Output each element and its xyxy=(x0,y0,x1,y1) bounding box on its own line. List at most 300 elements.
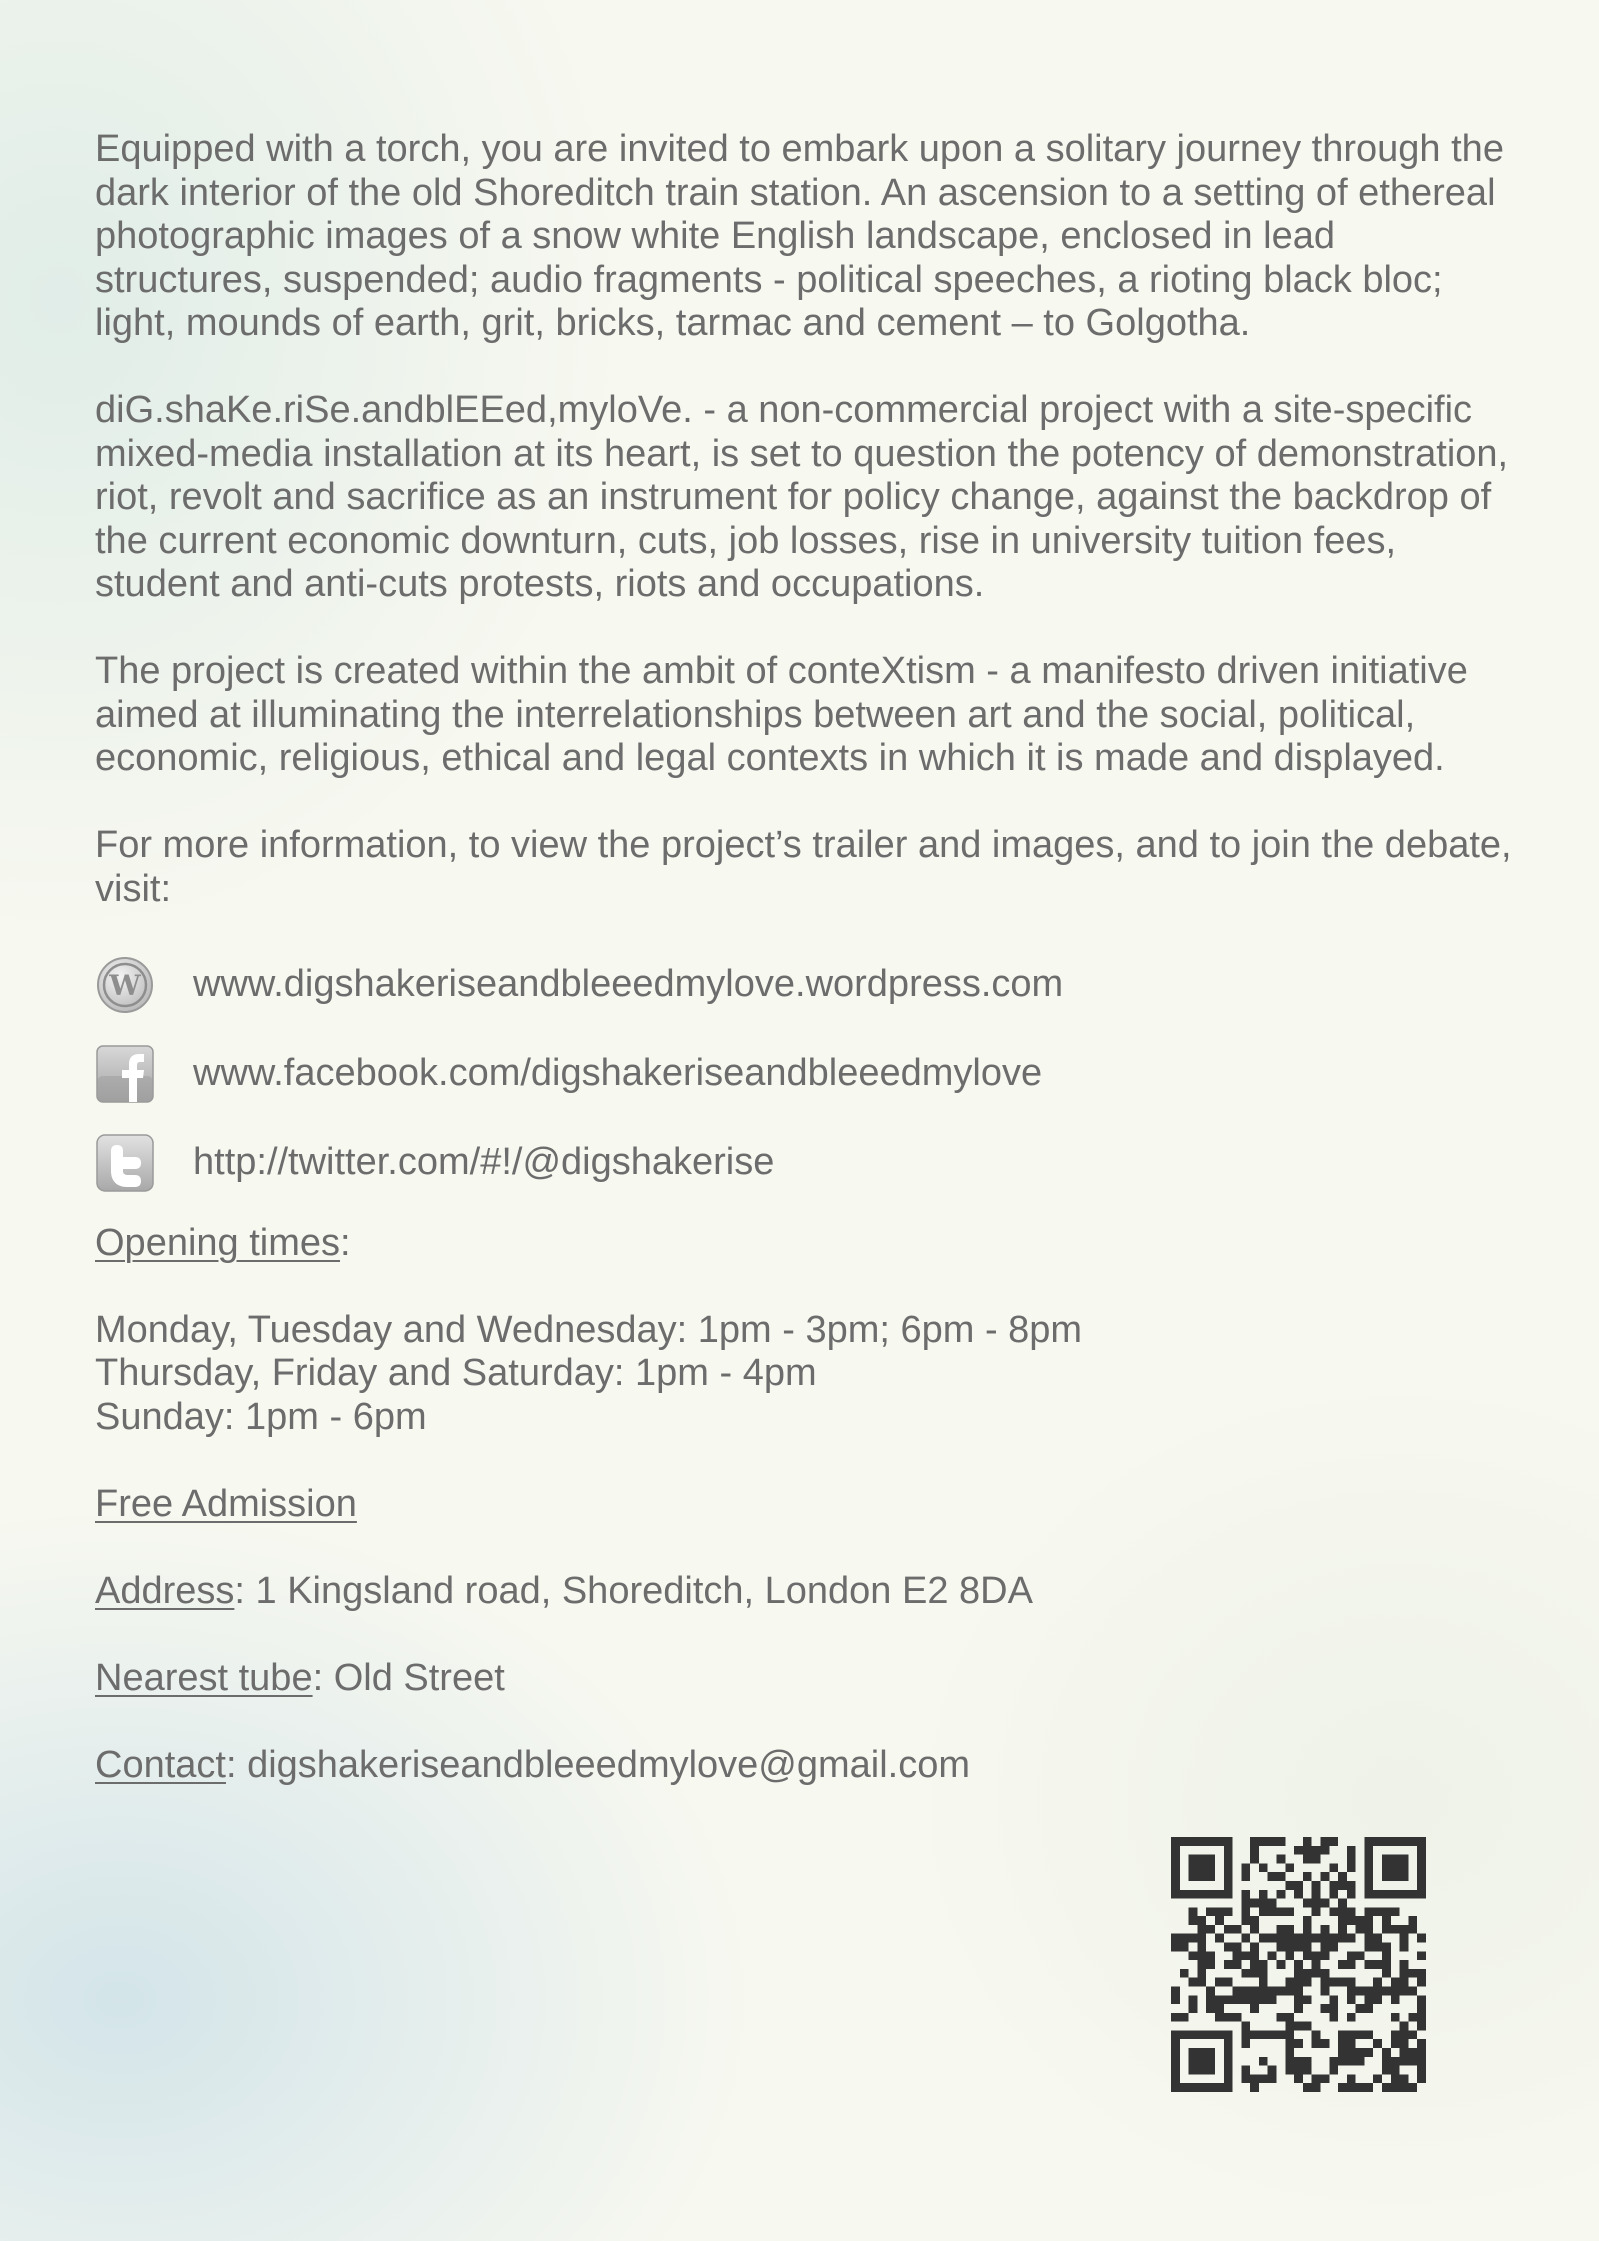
qr-module xyxy=(1215,2030,1224,2039)
qr-module xyxy=(1391,2039,1400,2048)
qr-module xyxy=(1171,1863,1180,1872)
qr-module xyxy=(1171,2074,1180,2083)
qr-module xyxy=(1189,1978,1198,1987)
qr-module xyxy=(1215,1890,1224,1899)
qr-module xyxy=(1294,2039,1303,2048)
qr-module xyxy=(1285,1934,1294,1943)
qr-module xyxy=(1250,1899,1259,1908)
qr-module xyxy=(1347,2030,1356,2039)
qr-module xyxy=(1259,2030,1268,2039)
qr-module xyxy=(1329,1863,1338,1872)
qr-module xyxy=(1391,1855,1400,1864)
qr-module xyxy=(1312,1881,1321,1890)
qr-module xyxy=(1294,2004,1303,2013)
qr-module xyxy=(1259,1907,1268,1916)
qr-module xyxy=(1417,1890,1426,1899)
wordpress-link-row[interactable] xyxy=(95,955,1515,1015)
qr-module xyxy=(1233,1995,1242,2004)
tube-label: Nearest tube xyxy=(95,1656,313,1699)
qr-module xyxy=(1197,2066,1206,2075)
qr-module xyxy=(1417,2022,1426,2031)
qr-module xyxy=(1417,2057,1426,2066)
qr-module xyxy=(1206,1951,1215,1960)
qr-module xyxy=(1206,2004,1215,2013)
qr-module xyxy=(1197,1863,1206,1872)
qr-module xyxy=(1197,1916,1206,1925)
qr-module xyxy=(1303,1951,1312,1960)
qr-module xyxy=(1320,2039,1329,2048)
qr-module xyxy=(1250,1925,1259,1934)
qr-module xyxy=(1356,1916,1365,1925)
qr-module xyxy=(1197,2083,1206,2092)
qr-module xyxy=(1215,1978,1224,1987)
qr-module xyxy=(1382,2066,1391,2075)
qr-module xyxy=(1197,2048,1206,2057)
qr-module xyxy=(1268,1837,1277,1846)
qr-module xyxy=(1250,1986,1259,1995)
qr-module xyxy=(1197,1951,1206,1960)
qr-module xyxy=(1347,2057,1356,2066)
qr-module xyxy=(1180,1837,1189,1846)
qr-module xyxy=(1294,2022,1303,2031)
qr-module xyxy=(1329,2057,1338,2066)
opening-times-heading xyxy=(95,1222,1515,1266)
qr-module xyxy=(1197,1960,1206,1969)
qr-module xyxy=(1294,1995,1303,2004)
qr-module xyxy=(1417,2074,1426,2083)
qr-module xyxy=(1285,1951,1294,1960)
qr-module xyxy=(1347,1855,1356,1864)
qr-module xyxy=(1294,1969,1303,1978)
qr-module xyxy=(1347,1881,1356,1890)
qr-module xyxy=(1259,1890,1268,1899)
qr-module xyxy=(1277,2030,1286,2039)
qr-module xyxy=(1241,1872,1250,1881)
qr-module xyxy=(1417,2013,1426,2022)
qr-module xyxy=(1356,2030,1365,2039)
qr-module xyxy=(1312,1951,1321,1960)
qr-module xyxy=(1224,1943,1233,1952)
qr-module xyxy=(1364,1986,1373,1995)
qr-module xyxy=(1224,1925,1233,1934)
admission-label: Free Admission xyxy=(95,1482,357,1525)
qr-module xyxy=(1391,1907,1400,1916)
qr-module xyxy=(1400,1960,1409,1969)
qr-module xyxy=(1417,1855,1426,1864)
qr-module xyxy=(1400,2074,1409,2083)
qr-module xyxy=(1391,1872,1400,1881)
qr-module xyxy=(1382,1837,1391,1846)
qr-module xyxy=(1338,1978,1347,1987)
qr-module xyxy=(1303,1943,1312,1952)
qr-module xyxy=(1224,2030,1233,2039)
qr-module xyxy=(1408,1969,1417,1978)
qr-module xyxy=(1171,2039,1180,2048)
qr-module xyxy=(1224,1863,1233,1872)
qr-module xyxy=(1303,2066,1312,2075)
qr-module xyxy=(1171,1855,1180,1864)
qr-module xyxy=(1408,1890,1417,1899)
qr-code-icon[interactable] xyxy=(1171,1837,1426,2092)
qr-module xyxy=(1233,1925,1242,1934)
qr-module xyxy=(1329,1978,1338,1987)
qr-module xyxy=(1250,2074,1259,2083)
qr-module xyxy=(1347,2013,1356,2022)
qr-module xyxy=(1294,1960,1303,1969)
qr-module xyxy=(1268,2030,1277,2039)
qr-module xyxy=(1171,2048,1180,2057)
qr-module xyxy=(1233,1960,1242,1969)
contact-value[interactable]: : digshakeriseandbleeedmylove@gmail.com xyxy=(225,1743,971,1786)
qr-module xyxy=(1347,1995,1356,2004)
qr-module xyxy=(1417,1872,1426,1881)
qr-module xyxy=(1320,1846,1329,1855)
qr-module xyxy=(1180,2013,1189,2022)
qr-module xyxy=(1180,1969,1189,1978)
facebook-icon xyxy=(95,1044,155,1104)
qr-module xyxy=(1197,1855,1206,1864)
qr-module xyxy=(1400,1978,1409,1987)
qr-module xyxy=(1241,2030,1250,2039)
wordpress-link[interactable]: www.digshakeriseandbleeedmylove.wordpress.com xyxy=(193,962,1064,1005)
qr-module xyxy=(1303,1855,1312,1864)
qr-module xyxy=(1312,2039,1321,2048)
qr-module xyxy=(1294,1881,1303,1890)
qr-module xyxy=(1400,1986,1409,1995)
qr-module xyxy=(1250,1951,1259,1960)
qr-module xyxy=(1320,1978,1329,1987)
qr-module xyxy=(1277,1890,1286,1899)
opening-line-sun: Sunday: 1pm - 6pm xyxy=(95,1395,427,1438)
qr-module xyxy=(1303,1925,1312,1934)
qr-module xyxy=(1347,1907,1356,1916)
qr-module xyxy=(1206,2083,1215,2092)
qr-module xyxy=(1189,2066,1198,2075)
qr-module xyxy=(1241,1995,1250,2004)
qr-module xyxy=(1391,1890,1400,1899)
qr-module xyxy=(1329,1934,1338,1943)
qr-module xyxy=(1400,1863,1409,1872)
qr-module xyxy=(1338,1907,1347,1916)
qr-module xyxy=(1171,2057,1180,2066)
qr-module xyxy=(1285,1978,1294,1987)
qr-module xyxy=(1400,1943,1409,1952)
qr-module xyxy=(1224,2066,1233,2075)
tube-value: : Old Street xyxy=(312,1656,505,1699)
qr-module xyxy=(1391,2013,1400,2022)
qr-module xyxy=(1400,1872,1409,1881)
qr-module xyxy=(1197,1934,1206,1943)
qr-module xyxy=(1347,1986,1356,1995)
qr-module xyxy=(1294,2074,1303,2083)
qr-module xyxy=(1400,2048,1409,2057)
qr-module xyxy=(1347,1916,1356,1925)
qr-module xyxy=(1285,1925,1294,1934)
qr-module xyxy=(1285,2022,1294,2031)
qr-module xyxy=(1347,2048,1356,2057)
qr-module xyxy=(1312,1969,1321,1978)
qr-module xyxy=(1391,1978,1400,1987)
qr-module xyxy=(1250,1855,1259,1864)
qr-module xyxy=(1329,1943,1338,1952)
qr-module xyxy=(1373,2039,1382,2048)
qr-module xyxy=(1285,1943,1294,1952)
qr-module xyxy=(1329,1837,1338,1846)
qr-module xyxy=(1382,1872,1391,1881)
qr-module xyxy=(1382,1855,1391,1864)
qr-module xyxy=(1259,1978,1268,1987)
qr-module xyxy=(1206,1995,1215,2004)
qr-module xyxy=(1294,1934,1303,1943)
qr-module xyxy=(1408,2083,1417,2092)
qr-module xyxy=(1277,1986,1286,1995)
opening-times-label: Opening times xyxy=(95,1221,341,1264)
qr-module xyxy=(1408,1925,1417,1934)
qr-module xyxy=(1408,2030,1417,2039)
qr-module xyxy=(1400,1855,1409,1864)
qr-module xyxy=(1241,1934,1250,1943)
qr-module xyxy=(1364,1863,1373,1872)
flyer-content xyxy=(95,128,1515,1831)
qr-module xyxy=(1312,1855,1321,1864)
qr-module xyxy=(1303,1846,1312,1855)
qr-module xyxy=(1224,1881,1233,1890)
contextism-paragraph: The project is created within the ambit of conteXtism - a manifesto driven initiative aimed at illuminating the interrelationships between art and the social, political, economic, religious, ethical and legal contexts in which it is made and displayed. xyxy=(95,650,1468,779)
qr-module xyxy=(1382,1863,1391,1872)
qr-module xyxy=(1417,2048,1426,2057)
qr-module xyxy=(1268,2066,1277,2075)
qr-module xyxy=(1241,1969,1250,1978)
twitter-link-row[interactable] xyxy=(95,1133,1515,1193)
qr-module xyxy=(1215,1995,1224,2004)
qr-module xyxy=(1329,1890,1338,1899)
qr-module xyxy=(1408,2048,1417,2057)
qr-module xyxy=(1408,2057,1417,2066)
qr-module xyxy=(1356,2057,1365,2066)
opening-line-thu-sat: Thursday, Friday and Saturday: 1pm - 4pm xyxy=(95,1352,817,1394)
qr-module xyxy=(1382,2083,1391,2092)
facebook-link-row[interactable] xyxy=(95,1044,1515,1104)
qr-module xyxy=(1320,2074,1329,2083)
qr-module xyxy=(1303,1899,1312,1908)
qr-module xyxy=(1197,1872,1206,1881)
qr-module xyxy=(1250,1960,1259,1969)
qr-module xyxy=(1171,2030,1180,2039)
qr-module xyxy=(1171,1986,1180,1995)
qr-module xyxy=(1303,1978,1312,1987)
qr-module xyxy=(1400,2022,1409,2031)
qr-module xyxy=(1400,1837,1409,1846)
qr-module xyxy=(1189,1907,1198,1916)
qr-module xyxy=(1382,1951,1391,1960)
qr-module xyxy=(1285,1907,1294,1916)
qr-module xyxy=(1206,2066,1215,2075)
qr-module xyxy=(1171,2083,1180,2092)
qr-module xyxy=(1171,1995,1180,2004)
qr-module xyxy=(1277,1943,1286,1952)
qr-module xyxy=(1320,1934,1329,1943)
qr-module xyxy=(1189,1916,1198,1925)
qr-module xyxy=(1233,1986,1242,1995)
qr-module xyxy=(1364,2004,1373,2013)
qr-module xyxy=(1408,1916,1417,1925)
qr-module xyxy=(1233,1943,1242,1952)
qr-module xyxy=(1391,2083,1400,2092)
qr-module xyxy=(1206,1872,1215,1881)
qr-module xyxy=(1347,1934,1356,1943)
qr-module xyxy=(1206,1960,1215,1969)
qr-module xyxy=(1329,2013,1338,2022)
qr-module xyxy=(1320,1837,1329,1846)
qr-module xyxy=(1241,2039,1250,2048)
qr-module xyxy=(1417,2004,1426,2013)
qr-module xyxy=(1417,1837,1426,1846)
qr-module xyxy=(1277,1934,1286,1943)
qr-module xyxy=(1303,1837,1312,1846)
qr-module xyxy=(1171,2013,1180,2022)
qr-module xyxy=(1312,1899,1321,1908)
qr-module xyxy=(1224,2083,1233,2092)
more-info-paragraph: For more information, to view the project’s trailer and images, and to join the debate, visit: xyxy=(95,824,1512,910)
twitter-link[interactable]: http://twitter.com/#!/@digshakerise xyxy=(193,1140,775,1183)
qr-module xyxy=(1215,2083,1224,2092)
qr-module xyxy=(1215,1907,1224,1916)
qr-module xyxy=(1241,1899,1250,1908)
qr-module xyxy=(1189,1855,1198,1864)
qr-module xyxy=(1285,2057,1294,2066)
qr-module xyxy=(1347,1863,1356,1872)
qr-module xyxy=(1356,1951,1365,1960)
qr-module xyxy=(1197,1969,1206,1978)
qr-module xyxy=(1320,1899,1329,1908)
qr-module xyxy=(1373,2074,1382,2083)
qr-module xyxy=(1382,1943,1391,1952)
qr-module xyxy=(1171,1934,1180,1943)
qr-module xyxy=(1277,1907,1286,1916)
qr-module xyxy=(1268,1907,1277,1916)
qr-module xyxy=(1189,2004,1198,2013)
qr-module xyxy=(1356,1986,1365,1995)
qr-module xyxy=(1320,1943,1329,1952)
qr-module xyxy=(1171,1837,1180,1846)
qr-module xyxy=(1180,1934,1189,1943)
qr-module xyxy=(1189,1872,1198,1881)
contact-label: Contact xyxy=(95,1743,226,1786)
qr-module xyxy=(1364,1916,1373,1925)
opening-times-colon: : xyxy=(340,1221,351,1264)
qr-module xyxy=(1259,1863,1268,1872)
qr-module xyxy=(1364,1855,1373,1864)
qr-module xyxy=(1400,1934,1409,1943)
qr-module xyxy=(1347,1978,1356,1987)
qr-module xyxy=(1320,1969,1329,1978)
qr-module xyxy=(1277,1837,1286,1846)
qr-module xyxy=(1250,2083,1259,2092)
qr-module xyxy=(1250,2004,1259,2013)
qr-module xyxy=(1206,2030,1215,2039)
qr-module xyxy=(1382,1969,1391,1978)
qr-module xyxy=(1268,1934,1277,1943)
qr-module xyxy=(1294,1943,1303,1952)
address-label: Address xyxy=(95,1569,235,1612)
qr-module xyxy=(1312,2074,1321,2083)
qr-module xyxy=(1391,1995,1400,2004)
qr-module xyxy=(1241,1863,1250,1872)
qr-module xyxy=(1373,1837,1382,1846)
qr-module xyxy=(1338,2083,1347,2092)
qr-module xyxy=(1285,2066,1294,2075)
qr-module xyxy=(1294,1846,1303,1855)
qr-module xyxy=(1180,2030,1189,2039)
qr-module xyxy=(1277,1960,1286,1969)
qr-module xyxy=(1171,1846,1180,1855)
qr-module xyxy=(1224,1907,1233,1916)
qr-module xyxy=(1215,1837,1224,1846)
facebook-link[interactable]: www.facebook.com/digshakeriseandbleeedmylove xyxy=(193,1051,1043,1094)
intro-paragraph: Equipped with a torch, you are invited to embark upon a solitary journey through the dark interior of the old Shoreditch train station. An ascension to a setting of ethereal photographic images of a snow white English landscape, enclosed in lead structures, suspended; audio fragments - political speeches, a rioting black bloc; light, mounds of earth, grit, bricks, tarmac and cement – to Golgotha. xyxy=(95,128,1504,344)
qr-module xyxy=(1391,2066,1400,2075)
qr-module xyxy=(1400,1925,1409,1934)
qr-module xyxy=(1259,1995,1268,2004)
qr-module xyxy=(1303,2057,1312,2066)
qr-module xyxy=(1382,1925,1391,1934)
qr-module xyxy=(1338,1960,1347,1969)
qr-module xyxy=(1400,1969,1409,1978)
qr-module xyxy=(1277,2013,1286,2022)
qr-module xyxy=(1320,1986,1329,1995)
qr-module xyxy=(1382,1907,1391,1916)
qr-module xyxy=(1373,1907,1382,1916)
qr-module xyxy=(1259,1934,1268,1943)
qr-module xyxy=(1400,2030,1409,2039)
qr-module xyxy=(1224,1855,1233,1864)
address-line xyxy=(95,1570,1515,1614)
qr-module xyxy=(1356,2083,1365,2092)
qr-module xyxy=(1312,1846,1321,1855)
qr-module xyxy=(1417,1969,1426,1978)
qr-module xyxy=(1320,1951,1329,1960)
qr-module xyxy=(1189,2057,1198,2066)
twitter-icon xyxy=(95,1133,155,1193)
address-value: : 1 Kingsland road, Shoreditch, London E2 8DA xyxy=(234,1569,1033,1612)
qr-module xyxy=(1294,2066,1303,2075)
qr-module xyxy=(1364,2083,1373,2092)
qr-module xyxy=(1189,1837,1198,1846)
qr-module xyxy=(1391,1925,1400,1934)
qr-module xyxy=(1180,1890,1189,1899)
qr-module xyxy=(1400,1890,1409,1899)
qr-module xyxy=(1171,1890,1180,1899)
qr-module xyxy=(1391,2057,1400,2066)
qr-module xyxy=(1197,1837,1206,1846)
qr-module xyxy=(1356,2004,1365,2013)
qr-module xyxy=(1408,2013,1417,2022)
qr-module xyxy=(1197,2057,1206,2066)
qr-module xyxy=(1206,1890,1215,1899)
qr-module xyxy=(1364,1943,1373,1952)
qr-module xyxy=(1303,1872,1312,1881)
qr-module xyxy=(1364,1925,1373,1934)
contact-line xyxy=(95,1744,1515,1788)
qr-module xyxy=(1189,1863,1198,1872)
qr-module xyxy=(1364,1872,1373,1881)
qr-module xyxy=(1224,1960,1233,1969)
qr-module xyxy=(1364,1890,1373,1899)
qr-module xyxy=(1338,2039,1347,2048)
qr-module xyxy=(1338,2057,1347,2066)
qr-module xyxy=(1206,2048,1215,2057)
qr-module xyxy=(1408,1986,1417,1995)
